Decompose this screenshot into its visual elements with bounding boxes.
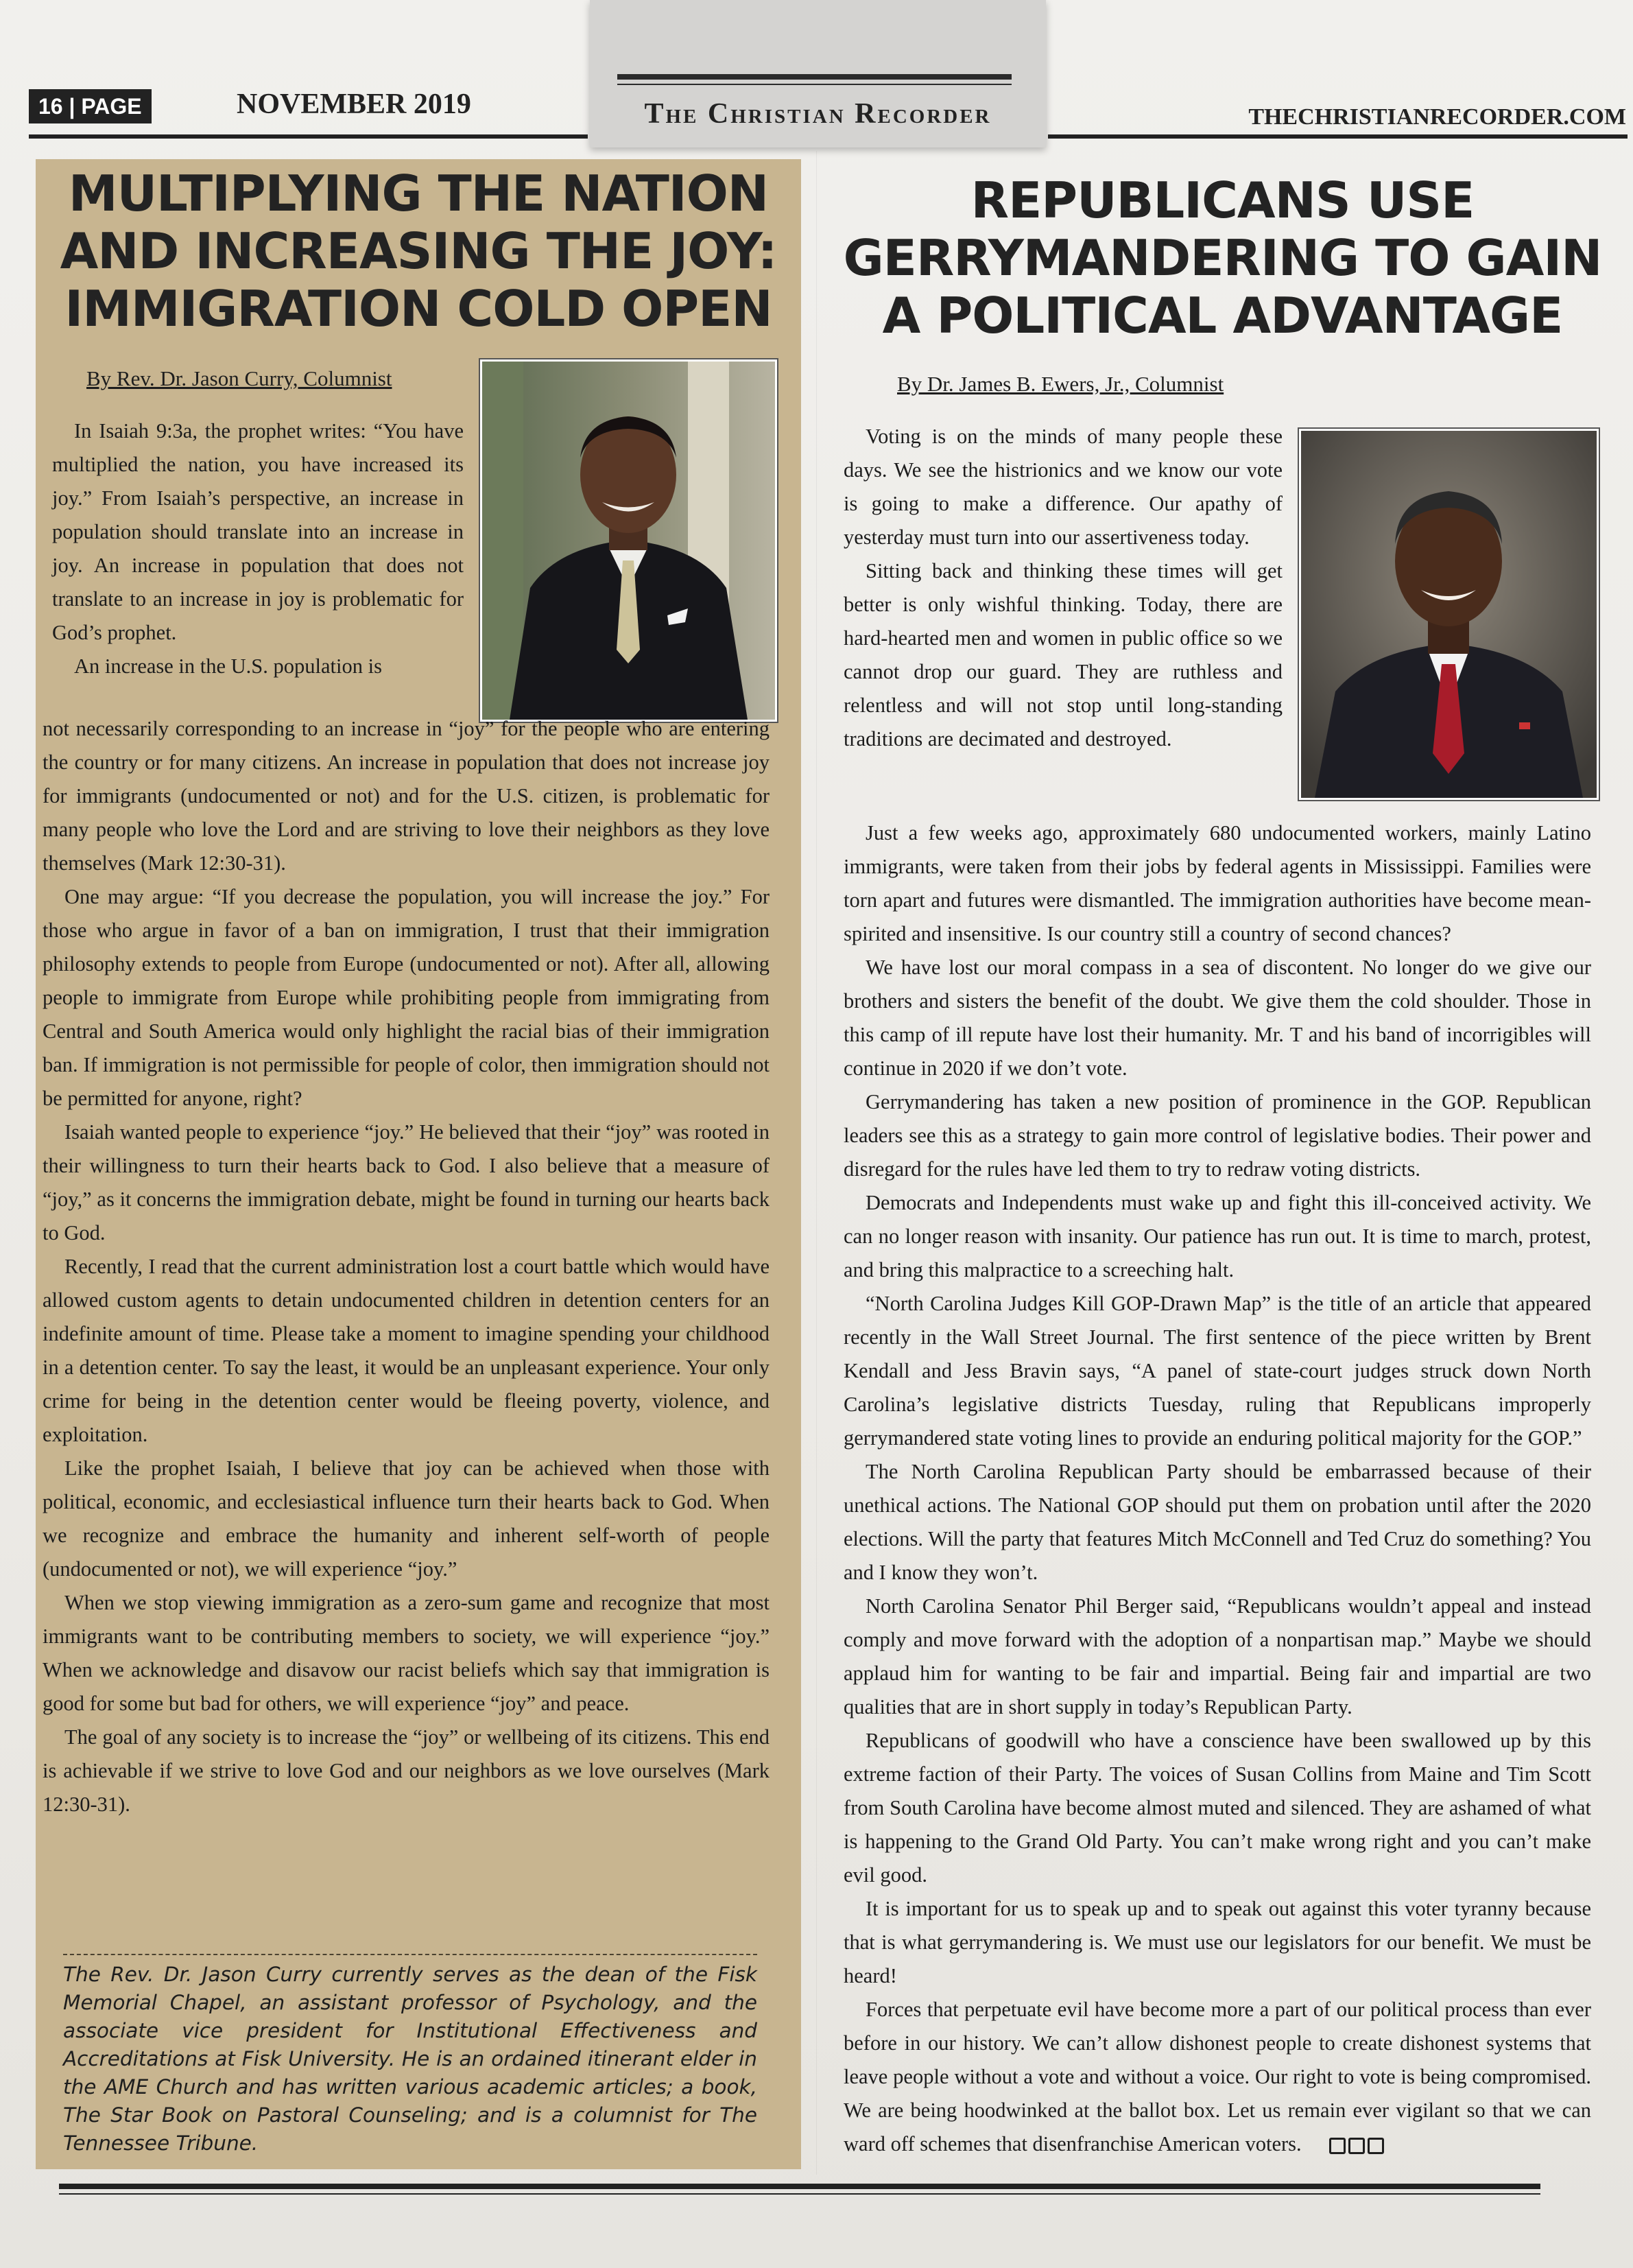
article-paragraph: The North Carolina Republican Party should be embarrassed because of their unethical actions. The National GOP should put them on probation until after the 2020 elections. Will the party that features Mitch McConnell and Ted Cruz do something? You and I know they won’t. [844, 1460, 1591, 1584]
article-paragraph: An increase in the U.S. population is [74, 654, 382, 678]
end-mark-icon [1368, 2138, 1384, 2154]
page-number-badge: 16 | PAGE [29, 89, 152, 123]
article-paragraph: Like the prophet Isaiah, I believe that joy can be achieved when those with political, economic, and ecclesiastical influence turn their hearts back to God. When we recognize and embrace the humanity and inherent self-worth of people (undocumented or not), we will experience “joy.” [43, 1456, 770, 1581]
end-mark-icon [1329, 2138, 1346, 2154]
article-paragraph: Republicans of goodwill who have a conscience have been swallowed up by this extreme faction of their Party. The voices of Susan Collins from Maine and Tim Scott from South Carolina have become almost muted and silenced. They are ashamed of what is happening to the Grand Old Party. You can’t make wrong right and you can’t make evil good. [844, 1729, 1591, 1887]
headline-line: MULTIPLYING THE NATION [68, 165, 769, 222]
end-mark-icon [1348, 2138, 1365, 2154]
article-paragraph: Sitting back and thinking these times will get better is only wishful thinking. Today, there are hard-hearted men and women in public office so we cannot drop our guard. They are ruthless and relentless and will not stop until long-standing traditions are decimated and destroyed. [844, 559, 1283, 751]
portrait-illustration [482, 362, 775, 720]
article-paragraph: not necessarily corresponding to an increase in “joy” for the people who are entering the country or for many citizens. An increase in population that does not increase joy for immigrants (undocumented or not) and for the U.S. citizen, is problematic for many people who love the Lord and are striving to love their neighbors as they love themselves (Mark 12:30-31). [43, 717, 770, 875]
header-rule-right [1048, 134, 1628, 139]
headline-line: A POLITICAL ADVANTAGE [882, 287, 1563, 344]
article-paragraph: “North Carolina Judges Kill GOP-Drawn Map” is the title of an article that appeared recently in the Wall Street Journal. The first sentence of the piece written by Brent Kendall and Jess Bravin says, “A panel of state-court judges struck down North Carolina’s legislative districts Tuesday, ruling that Republicans improperly gerrymandered state voting lines to provide an enduring political majority for the GOP.” [844, 1292, 1591, 1450]
right-article-body-narrow [844, 420, 1283, 756]
left-article-body-wide [43, 712, 770, 1821]
footer-rule-thin [59, 2193, 1540, 2195]
masthead-rule [617, 74, 1012, 80]
article-paragraph: North Carolina Senator Phil Berger said, “Republicans wouldn’t appeal and instead comply and move forward with the adoption of a nonpartisan map.” Maybe we should applaud him for wanting to be fair and impartial. Being fair and impartial are two qualities that are in short supply in today’s Republican Party. [844, 1594, 1591, 1718]
right-article-byline: By Dr. James B. Ewers, Jr., Columnist [897, 372, 1224, 396]
headline-line: GERRYMANDERING TO GAIN [843, 229, 1602, 287]
headline-line: IMMIGRATION COLD OPEN [64, 280, 772, 338]
article-paragraph: Democrats and Independents must wake up and fight this ill-conceived activity. We can no longer reason with insanity. Our patience has run out. It is time to march, protest, and bring this malpractice to a screeching halt. [844, 1191, 1591, 1281]
article-paragraph: Isaiah wanted people to experience “joy.” He believed that their “joy” was rooted in their willingness to turn their hearts back to God. I also believe that a measure of “joy,” as it concerns the immigration debate, might be found in turning our hearts back to God. [43, 1120, 770, 1244]
left-article-headline [36, 165, 801, 338]
right-article-headline [837, 172, 1608, 344]
article-paragraph: In Isaiah 9:3a, the prophet writes: “You have multiplied the nation, you have increased its joy.” From Isaiah’s perspective, an increase in population should translate into an increase in joy. An increase in population that does not translate to an increase in joy is problematic for God’s prophet. [52, 419, 464, 644]
author-bio: The Rev. Dr. Jason Curry currently serves as the dean of the Fisk Memorial Chapel, an assistant professor of Psychology, and the associate vice president for Institutional Effectiveness and Accreditations at Fisk University. He is an ordained itinerant elder in the AME Church and has written various academic articles; a book, The Star Book on Pastoral Counseling; and is a columnist for The Tennessee Tribune. [63, 1954, 757, 2158]
article-paragraph: Voting is on the minds of many people these days. We see the histrionics and we know our vote is going to make a difference. Our apathy of yesterday must turn into our assertiveness today. [844, 425, 1283, 549]
article-paragraph: Gerrymandering has taken a new position of prominence in the GOP. Republican leaders see this as a strategy to gain more control of legislative bodies. Their power and disregard for the rules have led them to try to redraw voting districts. [844, 1090, 1591, 1181]
footer-rule [59, 2184, 1540, 2189]
end-of-article-marks [1307, 2127, 1387, 2161]
headline-line: REPUBLICANS USE [970, 172, 1475, 229]
header-rule-left [29, 134, 588, 139]
article-paragraph: Recently, I read that the current administration lost a court battle which would have allowed custom agents to detain undocumented children in detention centers for an indefinite amount of time. Please take a moment to imagine spending your childhood in a detention center. To say the least, it would be an unpleasant experience. Your only crime for being in the detention center would be fleeing poverty, violence, and exploitation. [43, 1255, 770, 1446]
article-paragraph: It is important for us to speak up and to speak out against this voter tyranny because that is what gerrymandering is. We must use our legislators for our benefit. We must be heard! [844, 1897, 1591, 1987]
article-paragraph: One may argue: “If you decrease the population, you will increase the joy.” For those who argue in favor of a ban on immigration, I trust that their immigration philosophy extends to people from Europe (undocumented or not). After all, allowing people to immigrate from Europe while prohibiting people from immigrating from Central and South America would only highlight the racial bias of their immigration ban. If immigration is not permissible for people of color, then immigration should not be permitted for anyone, right? [43, 885, 770, 1110]
article-paragraph [844, 1993, 1591, 2161]
issue-date: NOVEMBER 2019 [237, 88, 471, 120]
article-paragraph: We have lost our moral compass in a sea of discontent. No longer do we give our brothers and sisters the benefit of the doubt. We give them the cold shoulder. Those in this camp of ill repute have lost their humanity. Mr. T and his band of incorrigibles will continue in 2020 if we don’t vote. [844, 956, 1591, 1080]
article-paragraph: When we stop viewing immigration as a zero-sum game and recognize that most immigrants want to be contributing members to society, we will experience “joy.” When we acknowledge and disavow our racist beliefs which say that immigration is good for some but bad for others, we will experience “joy” and peace. [43, 1591, 770, 1715]
column-separator [816, 151, 817, 2175]
article-paragraph: Just a few weeks ago, approximately 680 undocumented workers, mainly Latino immigrants, were taken from their jobs by federal agents in Mississippi. Families were torn apart and futures were dismantled. The immigration authorities have become mean-spirited and insensitive. Is our country still a country of second chances? [844, 821, 1591, 945]
author-photo-jason-curry [480, 359, 777, 722]
headline-line: AND INCREASING THE JOY: [60, 222, 777, 280]
right-article-body-wide [844, 816, 1591, 2161]
author-photo-james-ewers [1299, 429, 1599, 800]
website-url[interactable]: THECHRISTIANRECORDER.COM [1248, 104, 1626, 130]
article-paragraph-text: Forces that perpetuate evil have become more a part of our political process than ever before in our history. We can’t allow dishonest people to create dishonest systems that leave people without a vote and without a voice. Our right to vote is being compromised. We are being hoodwinked at the ballot box. Let us remain ever vigilant so that we can ward off schemes that disenfranchise American voters. [844, 1998, 1591, 2155]
masthead-rule-thin [617, 84, 1012, 85]
article-paragraph: The goal of any society is to increase the “joy” or wellbeing of its citizens. This end is achievable if we strive to love God and our neighbors as we love ourselves (Mark 12:30-31). [43, 1725, 770, 1816]
left-article-body-narrow [52, 414, 464, 683]
left-article-byline: By Rev. Dr. Jason Curry, Columnist [86, 366, 392, 390]
portrait-illustration [1301, 431, 1597, 798]
publication-title: The Christian Recorder [644, 98, 992, 130]
